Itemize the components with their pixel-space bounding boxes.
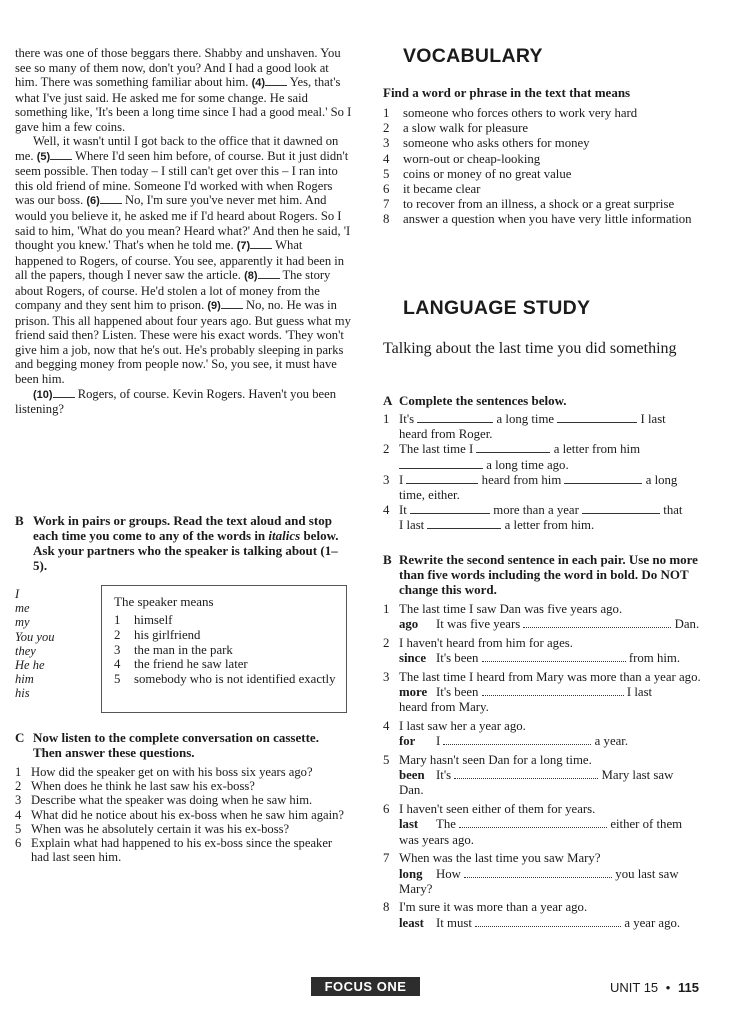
gap-blank [258, 269, 280, 279]
speaker-means-box [101, 585, 347, 713]
list-item: 5 somebody who is not identified exactly [114, 672, 336, 687]
list-item: 4 worn-out or cheap-looking [383, 151, 541, 166]
section-a-list [383, 412, 713, 534]
gap-blank [265, 76, 287, 86]
task-b-instructions: B Work in pairs or groups. Read the text aloud and stop each time you come to any of the words in italics below. Ask your partners who the speaker is talking about (1–5). [15, 513, 339, 573]
task-c-questions [15, 765, 353, 864]
list-item: 6 it became clear [383, 182, 481, 197]
list-item: 8 I'm sure it was more than a year ago. least It must a year ago. [383, 900, 681, 930]
list-item: 6 I haven't seen either of them for years. last The either of them was years ago. [383, 801, 683, 847]
list-item: 5 Mary hasn't seen Dan for a long time. been It's Mary last saw Dan. [383, 752, 674, 798]
list-item: 2 I haven't heard from him for ages. since It's been from him. [383, 635, 681, 666]
list-item: 5 When was he absolutely certain it was his ex-boss? [15, 821, 290, 836]
gap-number-6: (6) [86, 195, 100, 208]
passage-paragraph-2: Well, it wasn't until I got back to the office that it dawned on me. (5) Where I'd seen him before, of course. But it just didn't seem possible. Then today – I still can't get over this – I ran into this old friend of mine. Someone I'd worked with when Rogers was our boss. (6) No, I'm sure you've never met him. And would you believe it, he asked me if I'd heard about Rogers. So I said to him, 'What do you mean? Heard what?' And then he said, 'I thought you knew.' That's when he told me. (7) What happened to Rogers, of course. You see, apparently it had been in all the papers, though I never saw the article. (8) The story about Rogers, of course. He'd stolen a lot of money from the company and they sent him to prison. (9) No, no. He was in prison. This all happened about four years ago. But guess what my friend said then? Listen. These were his exact words. 'They won't give him a job, now that he's out. He's probably sleeping in parks and begging money from people now.' So, you see, it must have been him. [15, 134, 351, 387]
list-item: 3 someone who asks others for money [383, 136, 590, 151]
language-study-heading: LANGUAGE STUDY [403, 297, 591, 319]
vocabulary-list [383, 106, 703, 228]
section-b-instructions: B Rewrite the second sentence in each pair. Use no more than five words including the word in bold. Do NOT change this word. [383, 552, 698, 597]
list-item: 1 himself [114, 613, 173, 627]
focus-one-tag: FOCUS ONE [311, 977, 420, 996]
section-a-instructions: A Complete the sentences below. [383, 393, 567, 408]
list-item: 4 the friend he saw later [114, 657, 248, 672]
list-item: 4 What did he notice about his ex-boss when he saw him again? [15, 807, 345, 822]
gap-number-9: (9) [207, 300, 221, 313]
box-title: The speaker means [114, 594, 214, 609]
reading-passage [15, 46, 353, 417]
gap-number-8: (8) [244, 270, 258, 283]
language-study-subtitle: Talking about the last time you did something [383, 340, 677, 357]
list-item: 1 The last time I saw Dan was five years ago. ago It was five years Dan. [383, 602, 700, 632]
gap-blank [50, 150, 72, 160]
gap-blank [250, 239, 272, 249]
task-c-instructions: C Now listen to the complete conversation on cassette. Then answer these questions. [15, 730, 319, 760]
list-item: 3 the man in the park [114, 642, 233, 657]
gap-number-5: (5) [36, 150, 51, 163]
list-item: 7 to recover from an illness, a shock or a great surprise [383, 197, 675, 212]
list-item: 5 coins or money of no great value [383, 166, 572, 181]
task-letter: C [15, 730, 25, 745]
list-item: 7 When was the last time you saw Mary? long How you last saw Mary? [383, 851, 679, 896]
list-item: 2 When does he think he last saw his ex-boss? [15, 779, 255, 794]
list-item: 1 someone who forces others to work very hard [383, 106, 638, 120]
list-item: 2 The last time I a letter from him a long time ago. [383, 442, 641, 472]
task-letter: B [15, 513, 24, 528]
list-item: 3 Describe what the speaker was doing when he saw him. [15, 793, 313, 808]
gap-blank [221, 299, 243, 309]
gap-number-10: (10) [33, 388, 53, 401]
list-item: 3 I heard from him a long time, either. [383, 472, 678, 503]
list-item: 1 How did the speaker get on with his boss six years ago? [15, 765, 313, 779]
list-item: 1 It's a long time I last heard from Roger. [383, 412, 666, 442]
section-b-list [383, 602, 713, 934]
gap-blank [100, 194, 122, 204]
passage-paragraph-1: there was one of those beggars there. Shabby and unshaven. You see so many of them now, don't you? And I had a good look at him. There was something familiar about him. (4) Yes, that's what I've just said. He asked me for some change. He said something like, 'It's been a long time since I had a good meal.' So I gave him a few coins. [15, 46, 352, 134]
list-item: 4 It more than a year that I last a letter from him. [383, 503, 683, 533]
list-item: 2 a slow walk for pleasure [383, 121, 529, 136]
italic-word-list: I me my You you they He he him his [15, 587, 55, 701]
gap-number-7: (7) [236, 240, 251, 253]
list-item: 4 I last saw her a year ago. for I a year. [383, 718, 629, 749]
list-item: 8 answer a question when you have very little information [383, 212, 692, 227]
vocabulary-instructions: Find a word or phrase in the text that means [383, 85, 631, 100]
passage-paragraph-3: (10) Rogers, of course. Kevin Rogers. Haven't you been listening? [15, 386, 336, 417]
gap-blank [53, 388, 75, 398]
vocabulary-heading: VOCABULARY [403, 45, 543, 67]
list-item: 6 Explain what had happened to his ex-boss since the speaker had last seen him. [15, 836, 333, 865]
list-item: 3 The last time I heard from Mary was more than a year ago. more It's been I last heard from Mary. [383, 669, 701, 715]
gap-number-4: (4) [251, 77, 266, 90]
page-number: UNIT 15 • 115 [610, 980, 699, 995]
list-item: 2 his girlfriend [114, 627, 201, 642]
